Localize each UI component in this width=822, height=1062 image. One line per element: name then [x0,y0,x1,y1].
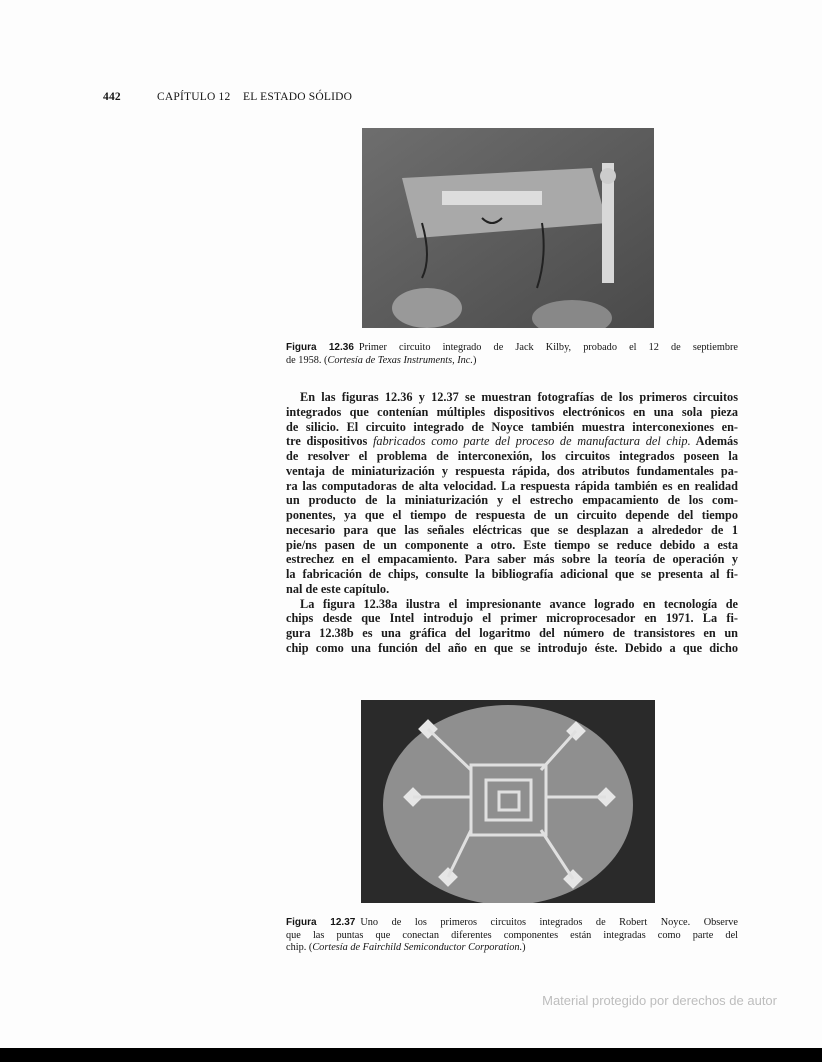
caption-text: ) [522,942,526,954]
figure-12-37-photo [361,700,655,903]
body-text [286,390,738,656]
caption-text: Primer circuito integrado de Jack Kilby, probado el 12 de septiembre [358,342,738,353]
text-line: pie/ns pasen de un componente a otro. Este tiempo se reduce debido a esta [286,537,738,552]
text-line: estrechez en el empacamiento. Para saber más sobre la teoría de operación y [286,552,738,567]
caption-text: de 1958. ( [286,354,328,366]
text-line: ra las computadoras de alta velocidad. La respuesta rápida también es en realidad [286,478,738,493]
text-line: La figura 12.38a ilustra el impresionante avance logrado en tecnología de [300,596,738,611]
figure-12-37-caption [286,917,738,955]
text-line: de resolver el problema de interconexión, los circuitos integrados poseen la [286,449,738,463]
text-span: tre dispositivos [286,434,373,449]
copyright-watermark: Material protegido por derechos de autor [542,993,777,1008]
text-line: gura 12.38b es una gráfica del logaritmo del número de transistores en un [286,626,738,640]
chapter-label: CAPÍTULO 12 [157,91,231,103]
text-line: un producto de la miniaturización y el estrecho empacamiento de los com- [286,493,738,508]
chapter-title: EL ESTADO SÓLIDO [243,91,353,103]
text-line [286,434,738,449]
text-line: integrados que contenían múltiples dispositivos electrónicos en una sola pieza [286,404,738,419]
emphasis-text: fabricados como parte del proceso de manufactura del chip. [372,434,691,449]
text-line: necesario para que las señales eléctricas que se desplazan a alrededor de 1 [286,522,738,537]
figure-label: Figura 12.36 [286,342,354,353]
caption-credit: Cortesía de Fairchild Semiconductor Corporation. [312,942,523,954]
caption-text: chip. ( [286,942,313,954]
text-line: de silicio. El circuito integrado de Noyce también muestra interconexiones en- [286,419,738,434]
figure-label: Figura 12.37 [286,917,356,928]
text-line: ventaja de miniaturización y respuesta rápida, dos atributos fundamentales pa- [286,463,738,478]
text-line: ponentes, ya que el tiempo de respuesta de un circuito depende del tiempo [286,508,738,522]
caption-credit: Cortesía de Texas Instruments, Inc. [327,354,473,366]
caption-text: Uno de los primeros circuitos integrados de Robert Noyce. Observe [360,917,739,928]
text-line: En las figuras 12.36 y 12.37 se muestran fotografías de los primeros circuitos [300,390,738,404]
text-line: nal de este capítulo. [286,581,390,596]
text-line: chip como una función del año en que se introdujo éste. Debido a que dicho [286,640,738,655]
page-number: 442 [103,91,121,103]
caption-text: ) [472,354,477,366]
figure-12-36-photo [362,128,654,328]
text-line: la fabricación de chips, consulte la bibliografía adicional que se presenta al fi- [286,567,738,581]
figure-12-36-caption [286,342,738,367]
text-span: Además [690,434,738,449]
text-line: chips desde que Intel introdujo el primer microprocesador en 1971. La fi- [286,611,738,626]
caption-text: que las puntas que conectan diferentes componentes están integradas como parte del [286,929,738,941]
bottom-bar [0,1048,822,1062]
